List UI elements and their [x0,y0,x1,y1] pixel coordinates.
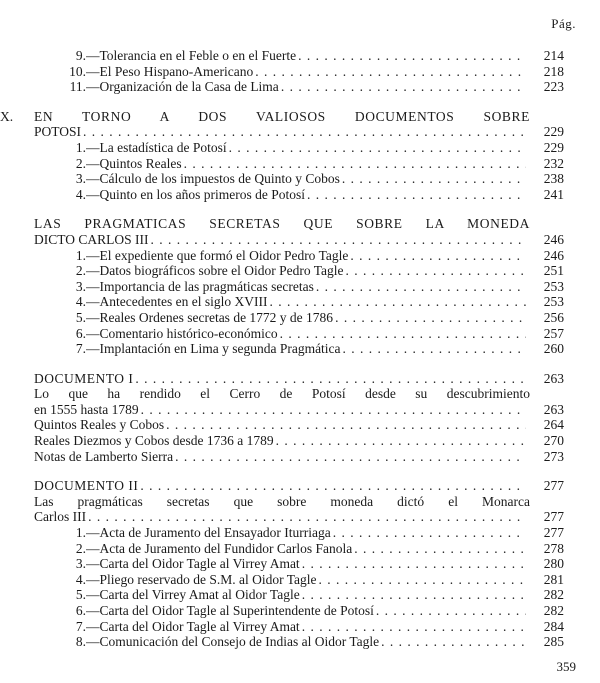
page-number: 270 [543,433,564,449]
doc2-desc-line1: Las pragmáticas secretas que sobre moneda dictó el Monarca [34,493,530,509]
dot-leader [350,248,526,264]
page-number: 251 [543,263,564,279]
entry-number: 8. [75,634,86,650]
entry-title: Reales Diezmos y Cobos desde 1736 a 1789 [34,433,274,449]
entry-title: —Tolerancia en el Feble o en el Fuerte [86,48,297,63]
entry-title: —Pliego reservado de S.M. al Oidor Tagle [86,571,317,587]
dot-leader [135,371,526,387]
page-number: 263 [543,370,564,386]
dot-leader [255,64,526,80]
section-x-heading [0,109,564,125]
section-prag-title-line2-row [34,232,564,248]
entry-number: 3. [75,556,86,572]
page-number: 277 [543,478,564,494]
page-number: 257 [543,325,564,341]
entry-number: 5. [75,309,86,325]
table-of-contents [0,48,564,650]
dot-leader [302,587,526,603]
page-number: 282 [543,603,564,618]
entry-number: 1. [75,247,86,263]
entry-number: 6. [75,603,86,618]
dot-leader [88,509,526,525]
section-pragmaticas [34,216,564,356]
dot-leader [83,124,526,140]
toc-entry [34,294,564,310]
entry-title: —Carta del Oidor Tagle al Superintendente de Potosí [86,603,374,618]
entry-number: 5. [75,587,86,603]
section-x-title-line2-row [34,124,564,140]
entry-number: 3. [75,171,86,187]
dot-leader [381,634,526,650]
toc-entry [34,634,564,650]
toc-entry [34,619,564,635]
page-number: 281 [543,571,564,587]
page-number: 278 [543,540,564,556]
entry-title: —El Peso Hispano-Americano [86,63,254,79]
dot-leader [141,402,526,418]
page-number: 277 [543,525,564,541]
page-number: 232 [543,155,564,171]
entry-title: —Implantación en Lima y segunda Pragmática [86,341,341,357]
dot-leader [151,232,527,248]
page-number: 260 [543,341,564,357]
section-documento-ii [34,478,564,650]
toc-entry [34,587,564,603]
dot-leader [280,326,526,342]
toc-entry [34,279,564,295]
dot-leader [166,417,526,433]
toc-entry [34,341,564,357]
entry-title: —Importancia de las pragmáticas secretas [86,278,314,294]
page-number: 280 [543,556,564,572]
dot-leader [319,572,526,588]
page-number: 273 [543,448,564,464]
toc-entry [34,64,564,80]
entry-title: —Acta de Juramento del Fundidor Carlos Fanola [86,540,353,556]
section-x-title-line2: POTOSI [34,124,82,140]
dot-leader [269,294,526,310]
page-number: 229 [543,124,564,140]
entry-title: —Carta del Oidor Tagle al Virrey Amat [86,618,300,634]
page-number: 256 [543,309,564,325]
entry-number: 2. [75,263,86,279]
toc-entry [34,187,564,203]
entry-title: Quintos Reales y Cobos [34,417,165,433]
dot-leader [316,279,526,295]
entry-number: 4. [75,571,86,587]
entry-title: —Reales Ordenes secretas de 1772 y de 1786 [86,309,334,325]
section-x-title-line1: EN TORNO A DOS VALIOSOS DOCUMENTOS SOBRE [34,108,530,124]
dot-leader [229,140,526,156]
entry-title: —Comentario histórico-económico [86,325,278,341]
dot-leader [281,79,526,95]
toc-entry [34,603,564,619]
dot-leader [307,187,526,203]
section-prag-title-line2: DICTO CARLOS III [34,231,149,247]
toc-entry [34,525,564,541]
entry-number: 6. [75,325,86,341]
entry-number: 4. [75,294,86,310]
toc-entry [34,449,564,465]
page-number: 282 [543,587,564,603]
page-number: 214 [543,48,564,63]
entry-number: 11. [69,79,86,95]
entry-title: —Datos biográficos sobre el Oidor Pedro Tagle [86,263,344,279]
page-footer-number: 359 [556,659,576,674]
doc2-desc-line2: Carlos III [34,509,87,525]
doc2-title: DOCUMENTO II [34,478,139,494]
dot-leader [335,310,526,326]
entry-number: 2. [75,155,86,171]
entry-number: 7. [75,618,86,634]
entry-number: 7. [75,341,86,357]
dot-leader [376,603,526,619]
section-documento-i [34,371,564,465]
dot-leader [302,556,526,572]
entry-number: 9. [75,48,86,63]
dot-leader [175,449,526,465]
toc-entry [34,556,564,572]
dot-leader [333,525,526,541]
doc2-desc-line2-row [34,509,564,525]
section-continuation [34,48,564,95]
toc-entry [34,156,564,172]
entry-title: —La estadística de Potosí [86,139,227,155]
entry-number: 1. [75,139,86,155]
entry-number: 4. [75,186,86,202]
page-number: 241 [543,186,564,202]
toc-entry [34,572,564,588]
page-number: 253 [543,278,564,294]
dot-leader [354,541,526,557]
dot-leader [140,478,526,494]
toc-entry [34,248,564,264]
page-number: 223 [543,79,564,95]
toc-entry [34,79,564,95]
pag-column-header: Pág. [551,16,576,31]
doc1-title-row [34,371,564,387]
dot-leader [342,171,526,187]
entry-title: —Organización de la Casa de Lima [86,79,279,95]
page-number: 218 [543,63,564,79]
entry-number: 3. [75,278,86,294]
toc-entry [34,140,564,156]
dot-leader [302,619,526,635]
dot-leader [184,156,526,172]
page-number: 277 [543,509,564,525]
page-number: 285 [543,634,564,650]
page-number: 284 [543,618,564,634]
page-number: 246 [543,231,564,247]
doc2-desc-line1-row [34,494,564,510]
entry-title: —Quintos Reales [86,155,182,171]
toc-entry [34,326,564,342]
page-number: 264 [543,417,564,433]
entry-title: Notas de Lamberto Sierra [34,448,174,464]
doc1-desc-line2: en 1555 hasta 1789 [34,401,139,417]
entry-number: 2. [75,540,86,556]
section-roman-numeral: X. [0,108,14,124]
doc1-desc-line2-row [34,402,564,418]
doc1-desc-line1: Lo que ha rendido el Cerro de Potosí desde su descubrimiento [34,386,530,402]
entry-title: —Acta de Juramento del Ensayador Iturriaga [86,525,331,541]
page-number: 253 [543,294,564,310]
toc-entry [34,263,564,279]
section-x [0,108,564,203]
doc1-desc-line1-row [34,386,564,402]
page-number: 238 [543,171,564,187]
entry-title: —Cálculo de los impuestos de Quinto y Cobos [86,171,340,187]
section-prag-heading [34,216,564,232]
page-number: 229 [543,139,564,155]
doc1-title: DOCUMENTO I [34,370,134,386]
dot-leader [298,48,526,64]
doc2-title-row [34,478,564,494]
dot-leader [276,433,526,449]
entry-title: —Carta del Virrey Amat al Oidor Tagle [86,587,300,603]
toc-entry [34,310,564,326]
toc-entry [34,171,564,187]
entry-title: —Quinto en los años primeros de Potosí [86,186,305,202]
toc-entry [34,48,564,64]
toc-entry [34,541,564,557]
page-number: 263 [543,401,564,417]
entry-title: —El expediente que formó el Oidor Pedro Tagle [86,247,349,263]
toc-entry [34,417,564,433]
dot-leader [346,263,527,279]
entry-title: —Comunicación del Consejo de Indias al Oidor Tagle [86,634,380,650]
section-prag-title-line1: LAS PRAGMATICAS SECRETAS QUE SOBRE LA MONEDA [34,216,530,232]
entry-title: —Antecedentes en el siglo XVIII [86,294,268,310]
toc-entry [34,433,564,449]
page-number: 246 [543,247,564,263]
entry-number: 1. [75,525,86,541]
dot-leader [343,341,526,357]
entry-number: 10. [69,63,86,79]
entry-title: —Carta del Oidor Tagle al Virrey Amat [86,556,300,572]
